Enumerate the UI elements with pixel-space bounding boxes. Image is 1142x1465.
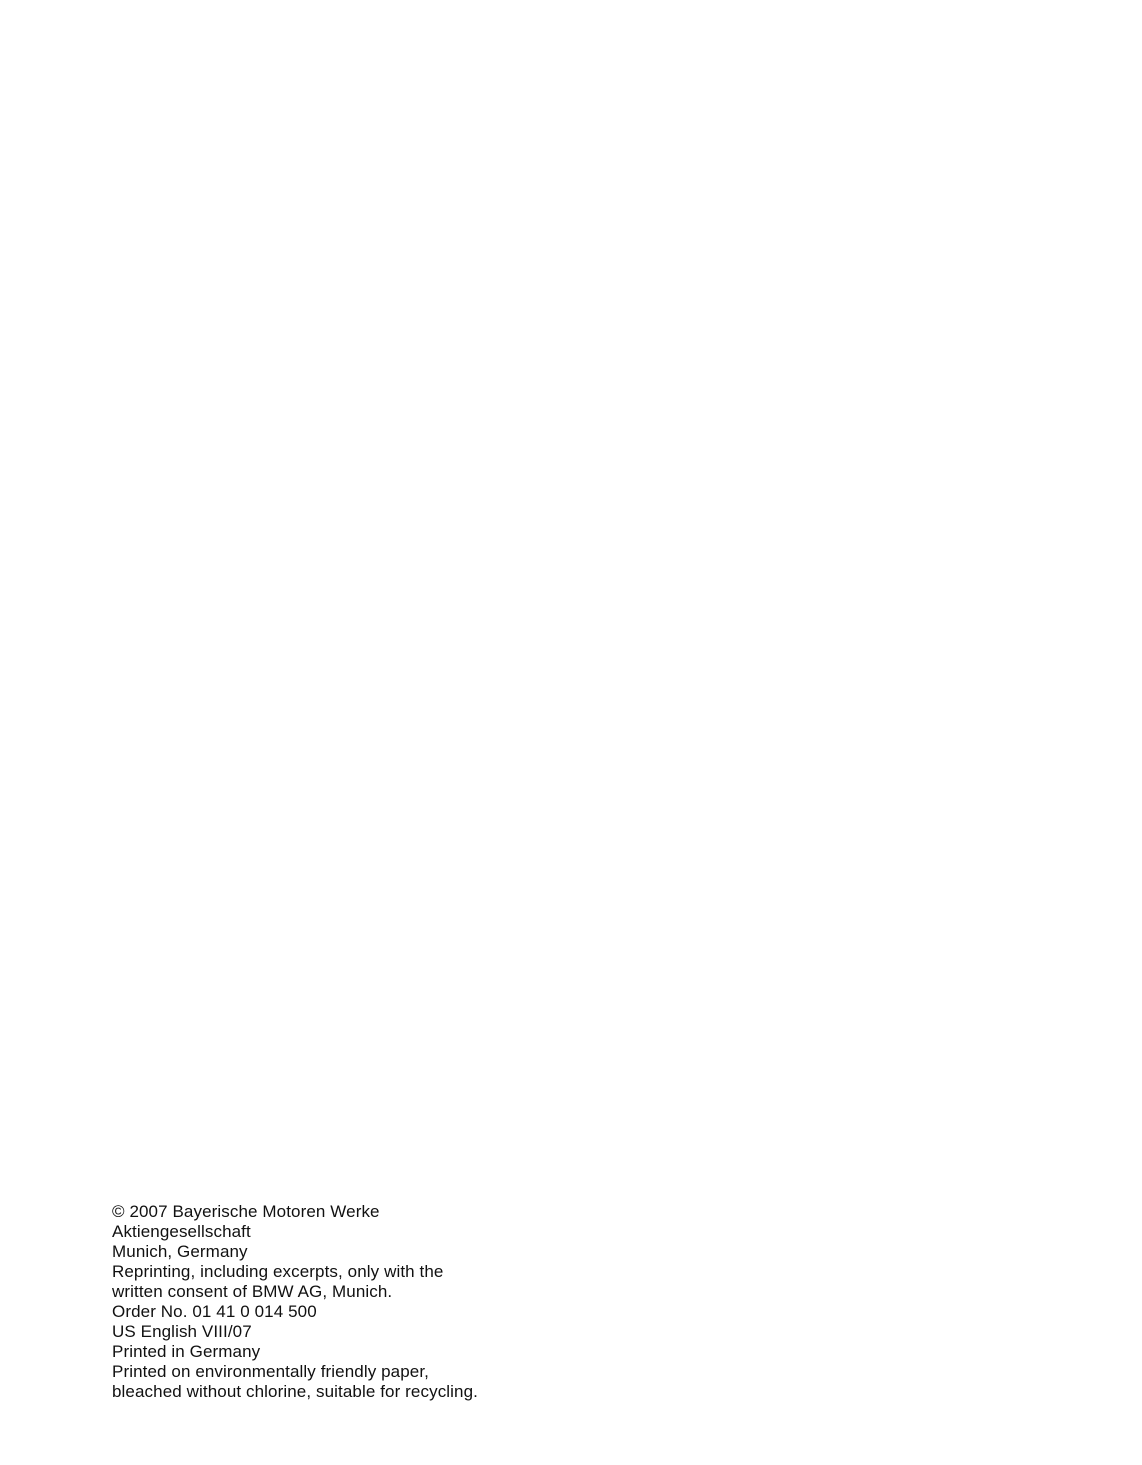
company-location-line: Munich, Germany <box>112 1242 248 1261</box>
language-edition-line: US English VIII/07 <box>112 1322 252 1341</box>
reprint-notice-line-2: written consent of BMW AG, Munich. <box>112 1282 393 1301</box>
paper-notice-line-1: Printed on environmentally friendly paper, <box>112 1362 429 1381</box>
colophon-block <box>112 1202 532 1402</box>
reprint-notice-line-1: Reprinting, including excerpts, only with the <box>112 1262 444 1281</box>
printed-in-line: Printed in Germany <box>112 1342 261 1361</box>
paper-notice-line-2: bleached without chlorine, suitable for recycling. <box>112 1382 478 1401</box>
order-number-line: Order No. 01 41 0 014 500 <box>112 1302 317 1321</box>
company-name-line: Aktiengesellschaft <box>112 1222 251 1241</box>
copyright-line: © 2007 Bayerische Motoren Werke <box>112 1202 380 1221</box>
